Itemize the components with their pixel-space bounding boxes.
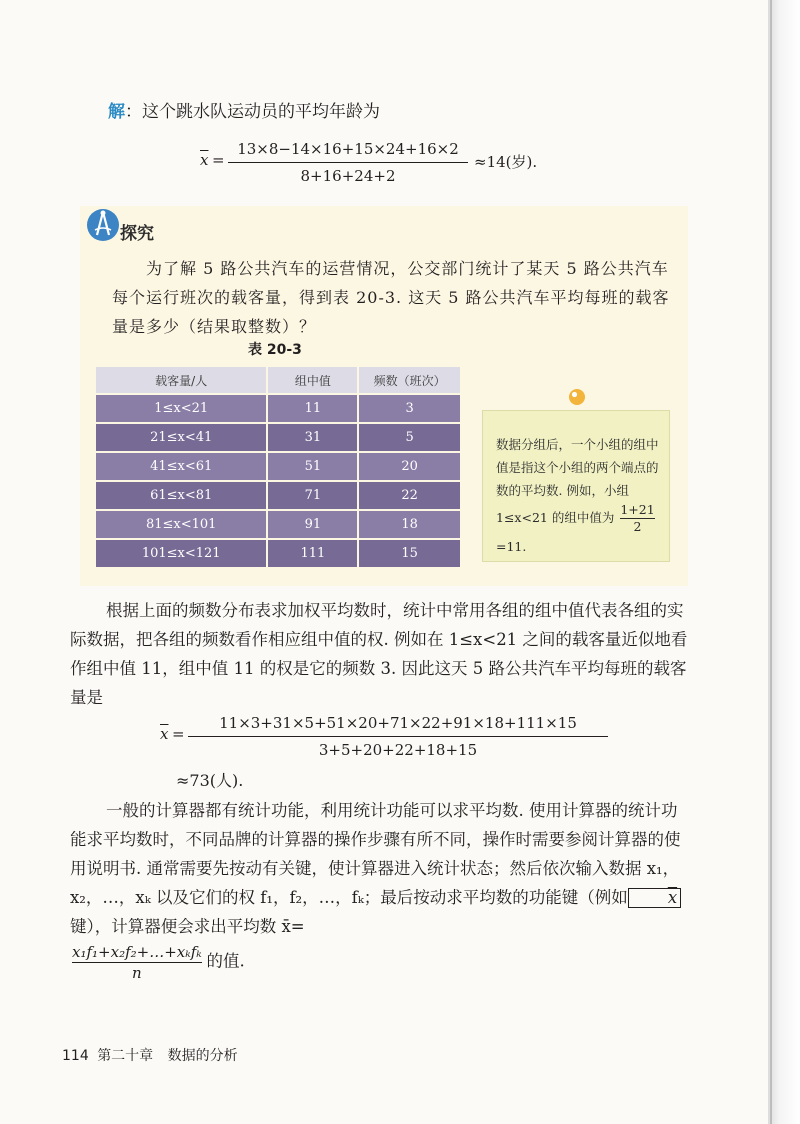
side-note-end: =11. (496, 539, 527, 554)
table-header-row (96, 367, 461, 394)
cell-frequency: 15 (358, 539, 461, 567)
side-note-line: 数据分组后，一个小组的组中值是指这个小组的两个端点的数的平均数. 例如，小组 1≤x<21 的组中值为 (496, 437, 659, 525)
table-row (96, 394, 461, 423)
table-row (96, 423, 461, 452)
cell-load: 21≤x<41 (96, 423, 267, 452)
compass-icon (86, 208, 120, 242)
table-row (96, 510, 461, 539)
explore-paragraph: 为了解 5 路公共汽车的运营情况，公交部门统计了某天 5 路公共汽车每个运行班次的载客量，得到表 20-3. 这天 5 路公共汽车平均每班的载客量是多少（结果取整数）？ (112, 259, 670, 336)
cell-midpoint: 51 (267, 452, 358, 481)
header-midpoint: 组中值 (267, 367, 358, 394)
cell-frequency: 22 (358, 481, 461, 510)
body-paragraph-2-text-a: 一般的计算器都有统计功能，利用统计功能可以求平均数. 使用计算器的统计功能求平均数时，不同品牌的计算器的操作步骤有所不同，操作时需要参阅计算器的使用说明书. 通常需要先按动有关键，使计算器进入统计状态；然后依次输入数据 x₁，x₂，…，xₖ 以及它们的权 f₁，f₂，…，fₖ；最后按动求平均数的功能键（例如 (70, 801, 681, 907)
solution-label: 解 (108, 102, 125, 122)
mean-formula-fraction (72, 942, 202, 983)
header-load: 载客量/人 (96, 367, 267, 394)
mean-formula (72, 942, 245, 983)
formula-1-fraction (228, 138, 468, 187)
solution-line (108, 98, 380, 126)
body-paragraph-1: 根据上面的频数分布表求加权平均数时，统计中常用各组的组中值代表各组的实际数据，把各组的频数看作相应组中值的权. 例如在 1≤x<21 之间的载客量近似地看作组中值 11，组中值 11 的权是它的频数 3. 因此这天 5 路公共汽车平均每班的载客量是 (70, 601, 688, 707)
page-edge-line (770, 0, 772, 1124)
page-footer (62, 1045, 238, 1065)
formula-1-result: ≈14(岁). (474, 153, 538, 171)
formula-2-fraction (188, 712, 608, 761)
side-note-fraction: $\frac{1+21}{2}$ (620, 502, 655, 534)
cell-load: 1≤x<21 (96, 394, 267, 423)
cell-midpoint: 71 (267, 481, 358, 510)
mean-formula-numerator: x₁f₁+x₂f₂+…+xₖfₖ (72, 943, 202, 961)
cell-midpoint: 11 (267, 394, 358, 423)
cell-frequency: 20 (358, 452, 461, 481)
cell-load: 101≤x<121 (96, 539, 267, 567)
cell-midpoint: 31 (267, 423, 358, 452)
body-paragraph-2-text-b: 键），计算器便会求出平均数 x̄= (70, 917, 305, 936)
page-number: 114 (62, 1048, 89, 1064)
table-row (96, 452, 461, 481)
cell-frequency: 3 (358, 394, 461, 423)
cell-frequency: 18 (358, 510, 461, 539)
cell-load: 41≤x<61 (96, 452, 267, 481)
formula-2-denominator: 3+5+20+22+18+15 (318, 741, 478, 759)
section-label: 数据的分析 (167, 1048, 238, 1064)
page-edge (768, 0, 800, 1124)
mean-symbol: $\overline{x}$ (200, 151, 209, 169)
solution-text: ：这个跳水队运动员的平均年龄为 (125, 102, 380, 122)
body-paragraph-2 (70, 796, 688, 941)
cell-midpoint: 111 (267, 539, 358, 567)
chapter-label: 第二十章 (97, 1048, 154, 1064)
cell-load: 61≤x<81 (96, 481, 267, 510)
mean-key: $\overline{x}$ (628, 888, 681, 908)
mean-formula-denominator: n (72, 962, 202, 983)
side-note-text (496, 433, 666, 558)
cell-load: 81≤x<101 (96, 510, 267, 539)
mean-formula-tail: 的值. (206, 951, 245, 971)
frequency-table (96, 367, 462, 567)
mean-symbol: $\overline{x}$ (160, 725, 169, 743)
cell-frequency: 5 (358, 423, 461, 452)
header-frequency: 频数（班次） (358, 367, 461, 394)
explore-title: 探究 (120, 224, 154, 244)
formula-2-numerator: 11×3+31×5+51×20+71×22+91×18+111×15 (219, 714, 577, 732)
cell-midpoint: 91 (267, 510, 358, 539)
table-caption: 表 20-3 (248, 342, 302, 358)
formula-2-result: ≈73(人). (176, 771, 244, 790)
table-row (96, 481, 461, 510)
table-row (96, 539, 461, 567)
formula-1-denominator: 8+16+24+2 (300, 167, 396, 185)
lightbulb-icon (567, 387, 587, 407)
formula-1-numerator: 13×8−14×16+15×24+16×2 (237, 140, 459, 158)
